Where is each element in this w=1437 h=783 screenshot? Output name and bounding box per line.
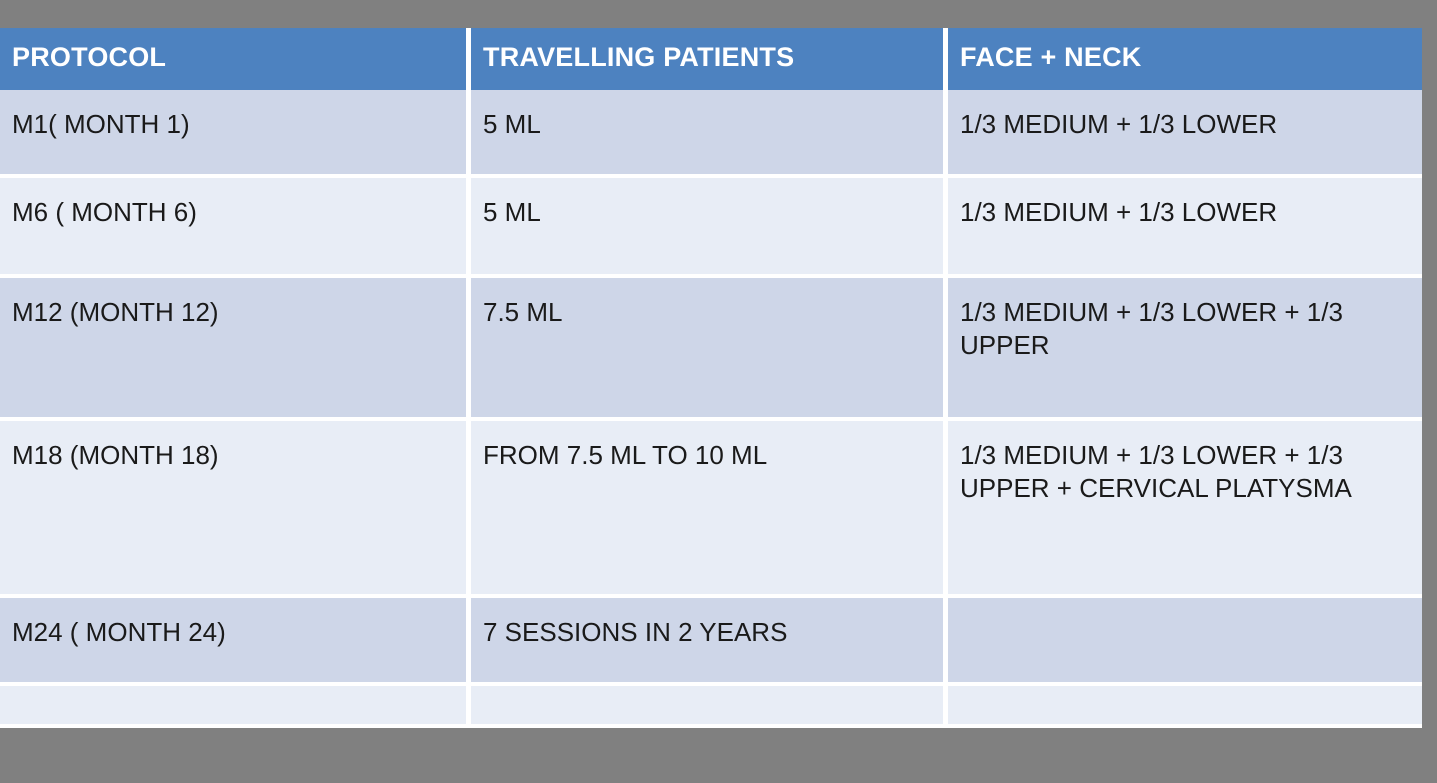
column-header-protocol: PROTOCOL bbox=[0, 28, 471, 90]
cell-travelling-patients: 5 ML bbox=[471, 178, 948, 278]
table-row bbox=[0, 421, 1422, 598]
cell-protocol: M6 ( MONTH 6) bbox=[0, 178, 471, 278]
table-body bbox=[0, 90, 1422, 728]
cell-face-neck: 1/3 MEDIUM + 1/3 LOWER bbox=[948, 90, 1422, 178]
cell-protocol: M24 ( MONTH 24) bbox=[0, 598, 471, 686]
cell-face-neck bbox=[948, 598, 1422, 686]
table-row bbox=[0, 598, 1422, 686]
column-header-face-neck: FACE + NECK bbox=[948, 28, 1422, 90]
table-header-row bbox=[0, 28, 1422, 90]
cell-protocol bbox=[0, 686, 471, 728]
cell-travelling-patients: 5 ML bbox=[471, 90, 948, 178]
cell-travelling-patients: 7 SESSIONS IN 2 YEARS bbox=[471, 598, 948, 686]
table-header bbox=[0, 28, 1422, 90]
cell-protocol: M1( MONTH 1) bbox=[0, 90, 471, 178]
cell-travelling-patients: FROM 7.5 ML TO 10 ML bbox=[471, 421, 948, 598]
cell-travelling-patients: 7.5 ML bbox=[471, 278, 948, 421]
cell-protocol: M12 (MONTH 12) bbox=[0, 278, 471, 421]
table-row bbox=[0, 686, 1422, 728]
table-row bbox=[0, 178, 1422, 278]
cell-face-neck: 1/3 MEDIUM + 1/3 LOWER + 1/3 UPPER + CERVICAL PLATYSMA bbox=[948, 421, 1422, 598]
protocol-table bbox=[0, 28, 1422, 728]
table-row bbox=[0, 90, 1422, 178]
cell-travelling-patients bbox=[471, 686, 948, 728]
cell-protocol: M18 (MONTH 18) bbox=[0, 421, 471, 598]
column-header-travelling-patients: TRAVELLING PATIENTS bbox=[471, 28, 948, 90]
cell-face-neck: 1/3 MEDIUM + 1/3 LOWER + 1/3 UPPER bbox=[948, 278, 1422, 421]
cell-face-neck: 1/3 MEDIUM + 1/3 LOWER bbox=[948, 178, 1422, 278]
cell-face-neck bbox=[948, 686, 1422, 728]
protocol-table-container bbox=[0, 28, 1422, 728]
table-row bbox=[0, 278, 1422, 421]
